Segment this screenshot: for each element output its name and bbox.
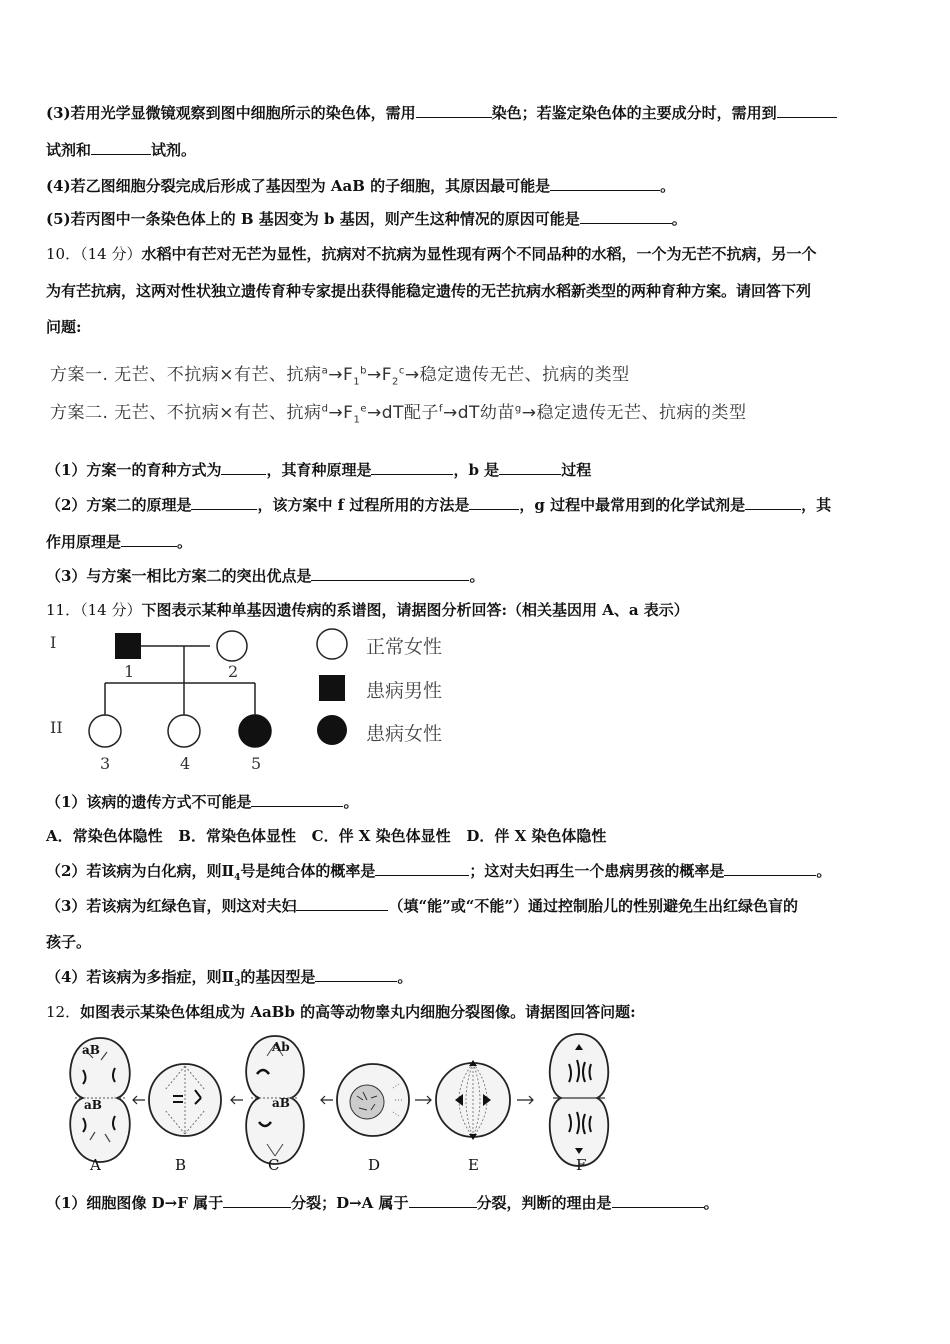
q10-s3-a: （3）与方案一相比方案二的突出优点是	[46, 567, 312, 585]
period: 。	[703, 1194, 719, 1212]
q11-s2-a: （2）若该病为白化病，则Ⅱ	[46, 862, 235, 880]
period: 。	[469, 567, 485, 585]
q9-p3-text-d: 试剂。	[151, 141, 197, 159]
answer-blank[interactable]	[251, 792, 343, 807]
gene-label: Ab	[272, 1040, 290, 1054]
cell-label-c: C	[268, 1156, 280, 1174]
step-b: b	[360, 365, 367, 377]
answer-blank[interactable]	[745, 495, 801, 510]
q11-sub4	[46, 967, 906, 994]
q10-stem-line1	[46, 244, 906, 264]
q9-p5-text: (5)若丙图中一条染色体上的 B 基因变为 b 基因，则产生这种情况的原因可能是	[46, 210, 580, 228]
period: 。	[177, 533, 193, 551]
gene-label: aB	[84, 1098, 102, 1112]
q10-s2-b: ，该方案中 f 过程所用的方法是	[257, 496, 470, 514]
breeding-scheme-1: 方案一. 无芒、不抗病×有芒、抗病$^a\to F_1^b\to F_2^c\to$稳定遗传无芒、抗病的类型	[50, 365, 630, 388]
dt-gamete: dT配子	[381, 403, 439, 423]
cell-label-b: B	[175, 1156, 187, 1174]
individual-number: 3	[100, 754, 111, 773]
legend-normal-female-icon	[317, 629, 347, 659]
q11-choice-options: A．常染色体隐性 B．常染色体显性 C．伴 X 染色体显性 D．伴 X 染色体隐性	[46, 827, 607, 845]
q10-sub2-cont	[46, 532, 906, 552]
breeding-scheme-2: 方案二. 无芒、不抗病×有芒、抗病$^d\to F_1^e\to dT$配子$^f$→dT幼苗$^g$→稳定遗传无芒、抗病的类型	[50, 403, 747, 426]
answer-blank[interactable]	[777, 103, 837, 118]
gene-label: aB	[272, 1096, 290, 1110]
period: 。	[343, 793, 359, 811]
f1: F	[342, 365, 354, 385]
cell-d	[337, 1064, 409, 1136]
period: 。	[660, 177, 676, 195]
q11-sub3-cont	[46, 932, 906, 952]
cell-f	[550, 1034, 608, 1166]
q12-stem-text: 如图表示某染色体组成为 AaBb 的高等动物睾丸内细胞分裂图像。请据图回答问题:	[80, 1003, 636, 1021]
cell-b	[149, 1064, 221, 1136]
scheme2-prefix: 方案二. 无芒、不抗病×有芒、抗病	[50, 403, 322, 423]
dt-seedling: dT幼苗	[457, 403, 515, 423]
subscript: 4	[234, 873, 241, 883]
q11-s4-b: 的基因型是	[240, 968, 316, 986]
individual-number: 4	[180, 754, 191, 773]
cell-label-f: F	[576, 1156, 587, 1174]
normal-female-symbol	[217, 631, 247, 661]
q12-stem	[46, 1002, 906, 1022]
legend-affected-male-icon	[319, 675, 345, 701]
q10-stem-line2	[46, 281, 906, 301]
answer-blank[interactable]	[612, 1193, 704, 1208]
q11-s1-a: （1）该病的遗传方式不可能是	[46, 793, 252, 811]
q11-s3-a: （3）若该病为红绿色盲，则这对夫妇	[46, 897, 297, 915]
answer-blank[interactable]	[409, 1193, 477, 1208]
answer-blank[interactable]	[296, 896, 388, 911]
step-d: d	[321, 403, 329, 415]
cell-label-e: E	[468, 1156, 479, 1174]
q10-s2-a: （2）方案二的原理是	[46, 496, 192, 514]
legend-affected-female-icon	[317, 715, 347, 745]
question-number: 11．（14 分）	[46, 601, 142, 619]
q10-sub1	[46, 460, 906, 480]
affected-male-symbol	[115, 633, 141, 659]
q12-s1-a: （1）细胞图像 D→F 属于	[46, 1194, 224, 1212]
arrow-icon	[321, 1096, 333, 1104]
q9-part3-line1	[46, 103, 906, 123]
period: 。	[671, 210, 687, 228]
answer-blank[interactable]	[724, 861, 816, 876]
q9-part4	[46, 176, 906, 196]
arrow-icon	[231, 1096, 243, 1104]
q11-s3-c: 孩子。	[46, 933, 92, 951]
legend-affected-female-label: 患病女性	[366, 723, 443, 745]
q10-stem-1: 水稻中有芒对无芒为显性，抗病对不抗病为显性现有两个不同品种的水稻，一个为无芒不抗病，另一个	[141, 245, 817, 263]
answer-blank[interactable]	[499, 460, 561, 475]
individual-number: 5	[251, 754, 262, 773]
affected-female-symbol	[239, 715, 271, 747]
q9-p4-text: (4)若乙图细胞分裂完成后形成了基因型为 AaB 的子细胞，其原因最可能是	[46, 177, 551, 195]
legend-normal-female-label: 正常女性	[366, 636, 443, 658]
individual-number: 2	[228, 662, 239, 681]
answer-blank[interactable]	[375, 861, 469, 876]
step-a: a	[321, 365, 329, 377]
q9-p3-text-a: (3)若用光学显微镜观察到图中细胞所示的染色体，需用	[46, 104, 416, 122]
generation-ii-label: II	[50, 718, 63, 737]
step-f: f	[438, 403, 443, 415]
normal-female-symbol	[89, 715, 121, 747]
legend-affected-male-label: 患病男性	[366, 680, 443, 702]
q11-s4-a: （4）若该病为多指症，则Ⅱ	[46, 968, 235, 986]
arrow-icon	[133, 1096, 145, 1104]
q10-s2-d: ，其	[801, 496, 832, 514]
q11-s2-b: 号是纯合体的概率是	[240, 862, 376, 880]
scheme2-suffix: 稳定遗传无芒、抗病的类型	[536, 403, 747, 423]
q10-s1-a: （1）方案一的育种方式为	[46, 461, 222, 479]
f2: F	[381, 365, 392, 385]
arrow-icon	[415, 1096, 431, 1104]
q12-s1-c: 分裂，判断的理由是	[476, 1194, 612, 1212]
pedigree-chart	[40, 625, 340, 775]
q9-p3-text-c: 试剂和	[46, 141, 92, 159]
q11-stem-text: 下图表示某种单基因遗传病的系谱图，请据图分析回答:（相关基因用 A、a 表示）	[141, 601, 689, 619]
f1-sub: 1	[353, 376, 361, 388]
q10-stem-3: 问题:	[46, 318, 82, 336]
answer-blank[interactable]	[121, 532, 177, 547]
q11-sub1	[46, 792, 906, 812]
cell-label-a: A	[90, 1156, 101, 1174]
cell-division-figure	[45, 1030, 645, 1180]
normal-female-symbol	[168, 715, 200, 747]
q10-stem-line3	[46, 317, 906, 337]
answer-blank[interactable]	[221, 460, 266, 475]
q9-part3-line2	[46, 140, 906, 160]
question-number: 10．（14 分）	[46, 245, 142, 263]
q10-s2-c: ，g 过程中最常用到的化学试剂是	[519, 496, 746, 514]
subscript: 3	[234, 979, 241, 989]
step-e: e	[360, 403, 367, 415]
q10-sub3	[46, 566, 906, 586]
answer-blank[interactable]	[416, 103, 492, 118]
answer-blank[interactable]	[371, 460, 453, 475]
answer-blank[interactable]	[550, 176, 660, 191]
q12-sub1	[46, 1193, 906, 1213]
cell-label-d: D	[368, 1156, 381, 1174]
arrow-icon	[517, 1096, 533, 1104]
q10-s1-b: ，其育种原理是	[266, 461, 372, 479]
q11-sub3	[46, 896, 906, 916]
period: 。	[816, 862, 832, 880]
question-number: 12．	[46, 1003, 81, 1021]
pedigree-legend-symbols	[312, 628, 352, 748]
f1-sub: 1	[353, 414, 361, 426]
answer-blank[interactable]	[223, 1193, 291, 1208]
q11-stem	[46, 600, 906, 620]
gene-label: aB	[82, 1043, 100, 1057]
q9-p3-text-b: 染色；若鉴定染色体的主要成分时，需用到	[491, 104, 777, 122]
answer-blank[interactable]	[315, 967, 397, 982]
cell-e	[436, 1060, 510, 1140]
q11-s2-c: ；这对夫妇再生一个患病男孩的概率是	[469, 862, 725, 880]
q11-sub2	[46, 861, 906, 888]
answer-blank[interactable]	[580, 209, 672, 224]
answer-blank[interactable]	[469, 495, 519, 510]
generation-i-label: I	[50, 633, 57, 652]
f1: F	[343, 403, 354, 423]
q10-s1-c: ，b 是	[453, 461, 500, 479]
answer-blank[interactable]	[311, 566, 469, 581]
scheme1-suffix: 稳定遗传无芒、抗病的类型	[419, 365, 630, 385]
q10-sub2	[46, 495, 906, 515]
q12-s1-b: 分裂；D→A 属于	[291, 1194, 409, 1212]
q9-part5	[46, 209, 906, 229]
step-c: c	[398, 365, 405, 377]
period: 。	[397, 968, 413, 986]
individual-number: 1	[124, 662, 135, 681]
f2-sub: 2	[392, 376, 399, 388]
scheme1-prefix: 方案一. 无芒、不抗病×有芒、抗病	[50, 365, 322, 385]
answer-blank[interactable]	[91, 140, 151, 155]
answer-blank[interactable]	[191, 495, 257, 510]
step-g: g	[514, 403, 522, 415]
q11-s3-b: （填“能”或“不能”）通过控制胎儿的性别避免生出红绿色盲的	[388, 897, 798, 915]
q10-stem-2: 为有芒抗病，这两对性状独立遗传育种专家提出获得能稳定遗传的无芒抗病水稻新类型的两种育种方案。请回答下列	[46, 282, 812, 300]
q11-options	[46, 826, 906, 846]
q10-s2-e: 作用原理是	[46, 533, 122, 551]
q10-s1-d: 过程	[561, 461, 592, 479]
